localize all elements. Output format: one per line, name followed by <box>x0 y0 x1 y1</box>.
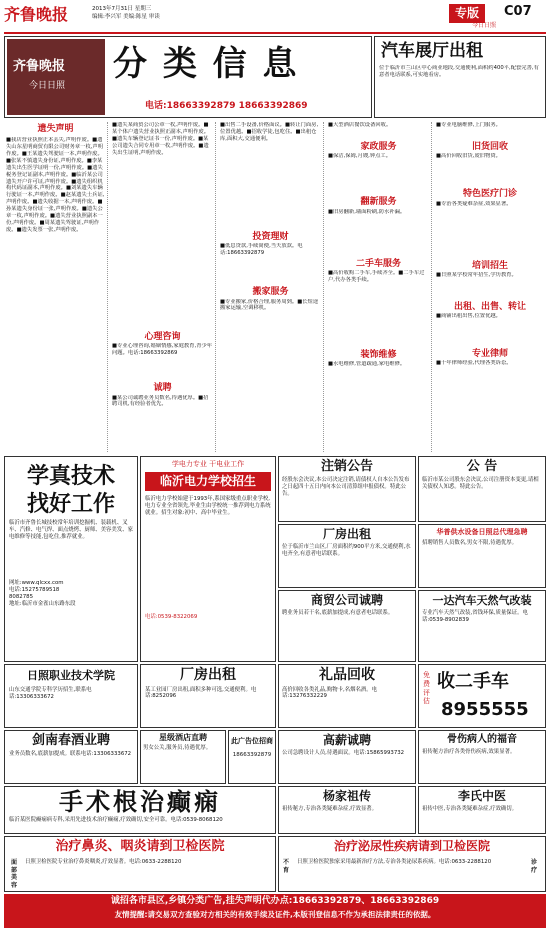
used-car-phone: 8955555 <box>441 699 529 720</box>
header-sub: 今日日照 <box>472 22 497 29</box>
col5-h3: 培训招生 <box>471 260 508 271</box>
job2-title: 高薪诚聘 <box>322 733 371 747</box>
used-car-pre: 免费评估 <box>423 671 430 706</box>
ad-factory <box>278 524 416 588</box>
trade-title: 商贸公司诚聘 <box>310 593 383 607</box>
banner <box>4 36 372 118</box>
ad-liquor <box>4 730 138 784</box>
col5-h1: 旧货回收 <box>471 142 508 152</box>
page-header <box>4 2 546 32</box>
hiring-text: 招聘销售人员数名,男女不限,待遇优厚。 <box>422 539 518 546</box>
col3-t2: ■专业搬家,价格合理,服务周到。■长短途搬家运输,空调移机。 <box>220 298 319 312</box>
slot-phone: 18663392879 <box>232 751 272 758</box>
ad-factory2 <box>140 664 276 728</box>
banner-sub: 今日日照 <box>29 81 66 91</box>
factory2-title: 厂房出租 <box>180 667 236 683</box>
header-date: 2013年7月31日 星期三 <box>92 6 152 12</box>
banner-logo: 齐鲁晚报 <box>13 59 66 74</box>
gift-title: 礼品回收 <box>319 667 375 683</box>
ad-bone <box>418 730 546 784</box>
col5-t2: ■专治各类疑难杂症,效果显著。 <box>436 200 512 207</box>
col-5 <box>434 122 546 452</box>
col4-t2: ■旧房翻新,墙面粉刷,防水补漏。 <box>328 208 406 215</box>
col-lost-text: ■我店营业执照正本丢失,声明作废。■遗失山东星明商贸有限公司财务章一枚,声明作废。■王某遗失驾驶证一本,声明作废。■张某不慎遗失身份证,声明作废。■李某遗失出生医学证明一份,声明作废。■遗失税务登记证副本,声明作废。■临沂某公司遗失开户许可证,声明作废。■遗失组织机构代码证副本,声明作废。■刘某遗失车辆行驶证一本,声明作废。■赵某遗失士兵证,声明作废。■遗失收据一本,声明作废。■孙某遗失身份证一张,声明作废。■遗失公章一枚,声明作废。■遗失营业执照副本一份,声明作废。■周某遗失驾驶证,声明作废。■遗失发票一张,声明作废。 <box>6 137 105 233</box>
rhinitis-side: 面部美容 <box>11 859 18 889</box>
car-gas-title: 一达汽车天然气改装 <box>432 594 532 607</box>
used-car-title: 收二手车 <box>437 671 509 692</box>
urology-title: 治疗泌尿性疾病请到卫检医院 <box>333 839 490 853</box>
section-badge: 专版 <box>449 4 485 23</box>
ad-tech-phone: 电话:15275789518 <box>9 586 60 593</box>
col5-h2: 特色医疗门诊 <box>462 189 517 200</box>
col4-t1: ■保洁,保姆,月嫂,钟点工。 <box>328 153 392 160</box>
col4-h2: 翻新服务 <box>360 197 397 208</box>
footer-line1: 诚招各市县区,乡镇分类广告,挂失声明代办点:18663392879、18663392869 <box>110 896 440 906</box>
ad-job2 <box>278 730 416 784</box>
ad-tech-title1: 学真技术 <box>26 464 115 489</box>
col3-t1: ■低息贷款,手续简便,当天放款。电话:18663392879 <box>220 243 303 257</box>
footer-line2: 友情提醒:请交易双方查验对方相关的有效手续及证件,本版刊登信息不作为承担法律责任的依据。 <box>114 910 436 920</box>
ad-power-school <box>140 456 276 662</box>
ad-power-title: 临沂电力学校招生 <box>145 472 271 491</box>
masthead-logo: 齐鲁晚报 <box>4 5 69 24</box>
footer-bar <box>4 894 546 928</box>
rhinitis-text: 日照卫检医院专业治疗鼻炎咽炎,疗效显著。电话:0633-2288120 <box>25 859 182 865</box>
ad-slot <box>228 730 276 784</box>
epilepsy-text: 临沂某医院癫痫病专科,采用先进技术治疗癫痫,疗效确切,安全可靠。电话:0539-8068120 <box>9 817 223 823</box>
liquor-text: 业务员数名,底薪加提成。联系电话:13306333672 <box>9 751 132 758</box>
bone-text: 祖传秘方治疗各类骨伤疾病,效果显著。 <box>422 748 516 755</box>
col4-h1: 家政服务 <box>360 142 397 152</box>
col5-t1: ■高价回收旧货,废旧物资。 <box>436 153 501 160</box>
col2-t1: ■专业心理咨询,婚姻情感,家庭教育,青少年问题。电话:18663392869 <box>112 343 213 357</box>
ad-gift <box>278 664 416 728</box>
notice-title: 公 告 <box>466 459 498 474</box>
col3-h2: 搬家服务 <box>252 287 289 298</box>
ad-yang <box>278 786 416 834</box>
notice-text: 临沂市某公司股东会决议,公司注册资本变更,请相关债权人知悉。特此公告。 <box>422 477 539 491</box>
trade-text: 聘业务员若干名,底薪加提成,有意者电话联系。 <box>282 610 394 616</box>
college-text: 山东交通学院专科学历招生,联系电话:13306333672 <box>9 686 92 700</box>
banner-phone: 电话:18663392879 18663392869 <box>145 101 308 111</box>
ad-hiring <box>418 524 546 588</box>
ad-college <box>4 664 138 728</box>
banner-title: 分 类 信 息 <box>113 44 299 84</box>
epilepsy-title: 手术根治癫痫 <box>59 788 221 816</box>
bone-title: 骨伤病人的福音 <box>447 734 517 745</box>
ad-power-phone: 电话:0539-8322069 <box>145 613 198 620</box>
col2-t2: ■某公司诚聘业务员数名,待遇优厚。■招聘司机,有经验者优先。 <box>112 394 209 408</box>
ad-notice-cancel <box>278 456 416 522</box>
col-lost-heading: 遗失声明 <box>37 124 74 134</box>
yang-text: 祖传秘方,专治各类疑难杂症,疗效显著。 <box>282 806 378 812</box>
col2-h1: 心理咨询 <box>144 332 181 342</box>
ad-car-gas <box>418 590 546 662</box>
urology-side2: 诊疗 <box>531 859 538 874</box>
col2-text: ■遗失某商贸公司公章一枚,声明作废。■某个体户遗失营业执照正副本,声明作废。■遗失车辆登记证书一份,声明作废。■某公司遗失合同专用章一枚,声明作废。■遗失出生证明,声明作废。 <box>112 122 210 156</box>
li-title: 李氏中医 <box>457 789 506 803</box>
notice-cancel-title: 注销公告 <box>320 459 373 474</box>
factory-title: 厂房出租 <box>322 527 371 541</box>
header-editor: 编辑:李兴军 美编:陈星 审读 <box>92 14 160 20</box>
liquor-title: 剑南春酒业聘 <box>31 733 110 748</box>
showroom-ad <box>374 36 546 118</box>
li-text: 祖传中医,专治各类疑难杂症,疗效确切。 <box>422 806 518 812</box>
job2-text: 公司急聘设计人员,待遇面议。电话:15865993732 <box>282 750 405 756</box>
factory2-text: 某工业园厂房出租,面积多种可选,交通便利。电话:8252096 <box>145 686 257 700</box>
col5-h5: 专业律师 <box>471 349 508 359</box>
notice-cancel-text: 经股东会决议,本公司决定注销,请债权人自本公告发布之日起四十五日内向本公司清算组申报债权。特此公告。 <box>282 477 410 498</box>
showroom-text: 位于临沂市兰山区中心商业地段,交通便利,面积约400平,配套完善,有意者电话联系,可实地看房。 <box>379 65 539 78</box>
ad-used-car <box>418 664 546 728</box>
hotel-title: 星级酒店直聘 <box>159 733 207 742</box>
ad-tech-phone2: 8082785 <box>9 593 34 600</box>
ad-tech-addr: 地址:临沂市金雀山东路东段 <box>9 600 76 607</box>
gift-text: 高价回收各类礼品,购物卡,名烟名酒。电话:13276332229 <box>282 686 378 700</box>
col4-h3: 二手车服务 <box>355 258 401 269</box>
col5-t5: ■十年律师经验,代理各类诉讼。 <box>436 360 512 367</box>
ad-power-text: 临沂电力学校始建于1993年,系国家级重点职业学校,电力专业全省领先,毕业生由学校统一推荐到电力系统就业。招生对象:初中、高中毕业生。 <box>145 495 271 516</box>
slot-title: 此广告位招商 <box>231 737 273 745</box>
col4-text: ■大型酒店餐饮设备回收。 <box>328 122 392 128</box>
col5-h4: 出租、出售、转让 <box>453 301 526 312</box>
ad-rhinitis <box>4 836 276 892</box>
col4-h4: 装饰维修 <box>360 349 397 360</box>
ad-trade-co <box>278 590 416 662</box>
col4-t3: ■高价收购二手车,手续齐全。■二手车过户,代办各类手续。 <box>328 269 425 283</box>
col5-t4: ■商铺出租出售,位置优越。 <box>436 313 501 319</box>
col-lost <box>4 122 108 452</box>
col5-text: ■专业电脑维修,上门服务。 <box>436 122 501 128</box>
ad-hotel <box>140 730 226 784</box>
page-number: C07 <box>504 4 532 19</box>
col5-t3: ■日照某学校常年招生,学历教育。 <box>436 271 517 278</box>
ad-power-top: 学电力专业 干电业工作 <box>171 460 245 468</box>
car-gas-text: 专业汽车天然气改装,省钱环保,质量保证。电话:0539-8902839 <box>422 609 528 623</box>
col3-text: ■出售二手设备,价格面议。■转让门面房,位置优越。■招收学徒,包吃住。■出租仓库,面积大,交通便利。 <box>220 122 319 142</box>
banner-logo-block <box>7 39 105 115</box>
rhinitis-title: 治疗鼻炎、咽炎请到卫检医院 <box>55 839 225 854</box>
college-title: 日照职业技术学院 <box>27 669 115 682</box>
urology-text: 日照卫检医院独家采用最新治疗方法,专治各类泌尿系疾病。电话:0633-2288120 <box>297 859 492 865</box>
col2-h2: 诚聘 <box>153 383 172 394</box>
ad-tech-text: 临沂市齐鲁长城技校常年培训挖掘机、装载机、叉车、汽修、电气焊、面点烧烤、厨师、美容美发、家电维修等技能,包吃住,推荐就业。 <box>9 520 133 540</box>
col3-h1: 投资理财 <box>252 232 289 242</box>
yang-title: 杨家祖传 <box>322 789 371 803</box>
header-rule <box>4 32 546 34</box>
hotel-text: 男女公关,服务员,待遇优厚。 <box>143 745 212 751</box>
ad-notice <box>418 456 546 522</box>
showroom-title: 汽车展厅出租 <box>381 41 483 61</box>
hiring-title: 华普供水设备日照总代理急聘 <box>436 528 528 536</box>
ad-li <box>418 786 546 834</box>
ad-urology <box>278 836 546 892</box>
ad-tech-site: 网址:www.qlcxx.com <box>9 580 64 586</box>
col-2 <box>110 122 216 452</box>
col-4 <box>326 122 432 452</box>
urology-side1: 不育 <box>283 859 290 874</box>
ad-tech-title2: 找好工作 <box>26 491 115 517</box>
ad-tech-school <box>4 456 138 662</box>
col-3 <box>218 122 324 452</box>
factory-text: 位于临沂市兰山区,厂房面积约900平方米,交通便利,水电齐全,有意者电话联系。 <box>282 544 411 557</box>
ad-epilepsy <box>4 786 276 834</box>
col4-t4: ■水电维修,管道疏通,家电维修。 <box>328 361 406 367</box>
